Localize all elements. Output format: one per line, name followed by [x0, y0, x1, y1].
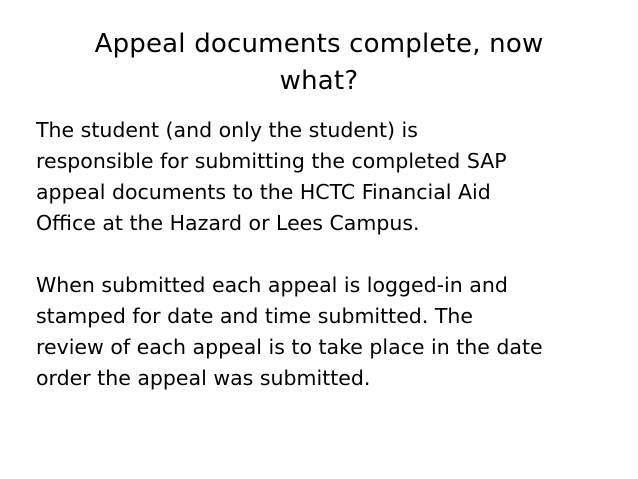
body-paragraph-submission — [36, 115, 616, 239]
body-line: When submitted each appeal is logged-in and — [36, 273, 508, 297]
body-paragraph-review — [36, 270, 616, 394]
body-line: Office at the Hazard or Lees Campus. — [36, 211, 420, 235]
body-line: appeal documents to the HCTC Financial Aid — [36, 180, 491, 204]
slide-body — [36, 115, 616, 394]
body-line: responsible for submitting the completed SAP — [36, 149, 507, 173]
body-line: order the appeal was submitted. — [36, 366, 371, 390]
body-line: The student (and only the student) is — [36, 118, 418, 142]
body-line: stamped for date and time submitted. The — [36, 304, 473, 328]
slide-title-line: Appeal documents complete, now — [94, 29, 544, 59]
slide-title — [40, 26, 598, 100]
slide-title-line: what? — [279, 66, 359, 96]
body-line: review of each appeal is to take place in the date — [36, 335, 543, 359]
